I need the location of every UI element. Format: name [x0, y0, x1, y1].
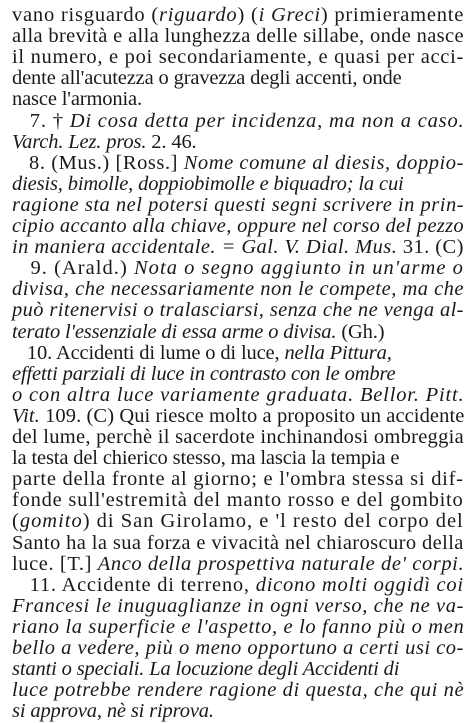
text-run: bello a vedere, più o meno opportuno a certi usi co- [12, 637, 464, 659]
text-run: stanti o speciali. La locuzione degli Accidenti di [12, 658, 400, 681]
text-run: ) primieramente [320, 4, 465, 26]
text-run: Nota o segno aggiunto in un'arme o [133, 257, 464, 280]
text-run: ) di San Girolamo, e 'l resto del corpo del [82, 510, 464, 533]
text-run: ( [12, 510, 20, 533]
text-run: alla brevità e alla lunghezza delle sillabe, onde nasce [12, 25, 464, 48]
text-run: dicono molti oggidì coi [255, 573, 464, 596]
text-run: 109. (C) Qui riesce molto a proposito un accidente [39, 404, 465, 427]
text-run: Francesi le inuguaglianze in ogni verso, che ne va- [12, 594, 465, 617]
text-run: cipio accanto alla chiave, oppure nel corso del pezzo [12, 215, 464, 237]
text-line [12, 278, 464, 300]
text-run: 2. 46. [146, 130, 197, 153]
text-run: ) ( [237, 4, 259, 26]
text-line [12, 257, 464, 279]
text-run: 7. † [12, 109, 70, 132]
text-run: il numero, e poi secondariamente, e quasi per acci- [12, 46, 465, 69]
dictionary-page [12, 4, 466, 723]
text-run: vano risguardo ( [12, 4, 159, 26]
text-run: o con altra luce variamente graduata. Bellor. Pitt. [12, 383, 465, 406]
text-line [12, 595, 464, 617]
text-line [12, 152, 464, 174]
text-run: i Greci [258, 4, 321, 26]
text-line [12, 110, 464, 132]
text-line [12, 447, 399, 469]
text-run: Anco della prospettiva naturale de' corpi. [97, 552, 465, 575]
text-run: 8. (Mus.) [Ross.] [12, 151, 184, 174]
text-run: 10. Accidenti di lume o di luce, [12, 341, 285, 364]
text-run: diesis, bimolle, doppiobimolle e biquadro; la cui [12, 172, 404, 195]
text-line [12, 173, 404, 195]
text-line [12, 679, 464, 701]
text-run: (Gh.) [336, 320, 385, 343]
text-line [12, 405, 464, 427]
text-run: potrebbe rendere ragione di questa, che qui nè [48, 679, 465, 702]
text-line [12, 342, 392, 364]
text-line [12, 46, 464, 68]
text-run: riguardo [158, 4, 238, 26]
text-run: Vit. [12, 404, 40, 427]
text-run: Varch. Lez. pros. [12, 130, 147, 153]
text-line [12, 384, 464, 406]
text-run: in maniera accidentale. = Gal. V. Dial. Mus. [12, 236, 398, 259]
text-run: ragione sta nel potersi questi segni scrivere in prin- [12, 193, 465, 216]
text-line [12, 131, 197, 153]
text-line [12, 637, 464, 659]
text-line [12, 88, 142, 110]
text-line [12, 363, 395, 385]
text-run: nasce l'armonia. [12, 88, 142, 111]
text-run: terato l'essenziale di essa arme o divisa. [12, 320, 337, 343]
text-line [12, 25, 464, 47]
text-line [12, 4, 464, 26]
text-line [12, 700, 214, 722]
text-line [12, 426, 464, 448]
text-line [12, 194, 464, 216]
text-run: gomito [19, 510, 83, 533]
text-line [12, 658, 399, 680]
text-line [12, 510, 464, 532]
text-line [12, 616, 464, 638]
text-line [12, 489, 464, 511]
text-run: effetti parziali di luce in contrasto con le ombre [12, 362, 396, 385]
text-run: può ritenervisi o tralasciarsi, senza che ne venga al- [12, 299, 464, 322]
text-run: parte della fronte al giorno; e l'ombra stessa si dif- [12, 468, 464, 491]
text-line [12, 553, 464, 575]
text-run: 31. (C) [397, 236, 464, 259]
text-line [12, 468, 464, 490]
text-run: 11. Accidente di terreno, [12, 573, 256, 596]
text-run: dente all'acutezza o gravezza degli accenti, onde [12, 67, 402, 90]
text-run: Di cosa detta per incidenza, ma non a caso. [69, 109, 465, 132]
text-line [12, 574, 464, 596]
text-line [12, 215, 464, 237]
text-run: si approva, nè si riprova. [12, 700, 214, 723]
text-run: divisa, che necessariamente non le compete, ma che [12, 278, 465, 301]
text-run: Santo ha la sua forza e vivacità nel chiaroscuro della [12, 531, 464, 554]
text-line [12, 236, 464, 258]
text-run: luce. [T.] [12, 552, 98, 575]
text-run: 9. (Arald.) [12, 257, 134, 280]
text-line [12, 321, 384, 343]
text-run: nella Pittura, [284, 341, 392, 364]
text-line [12, 299, 464, 321]
text-run: luce [12, 679, 49, 702]
text-line [12, 532, 464, 554]
text-run: la testa del chierico stesso, ma lascia la tempia e [12, 447, 400, 470]
text-run: riano la superficie e l'aspetto, e lo fanno più o men [12, 615, 465, 638]
text-run: Nome comune al diesis, doppio- [183, 151, 464, 174]
text-run: fonde sull'estremità del manto rosso e del gombito [12, 489, 464, 512]
text-line [12, 67, 402, 89]
text-run: del lume, perchè il sacerdote inchinandosi ombreggia [12, 426, 464, 448]
